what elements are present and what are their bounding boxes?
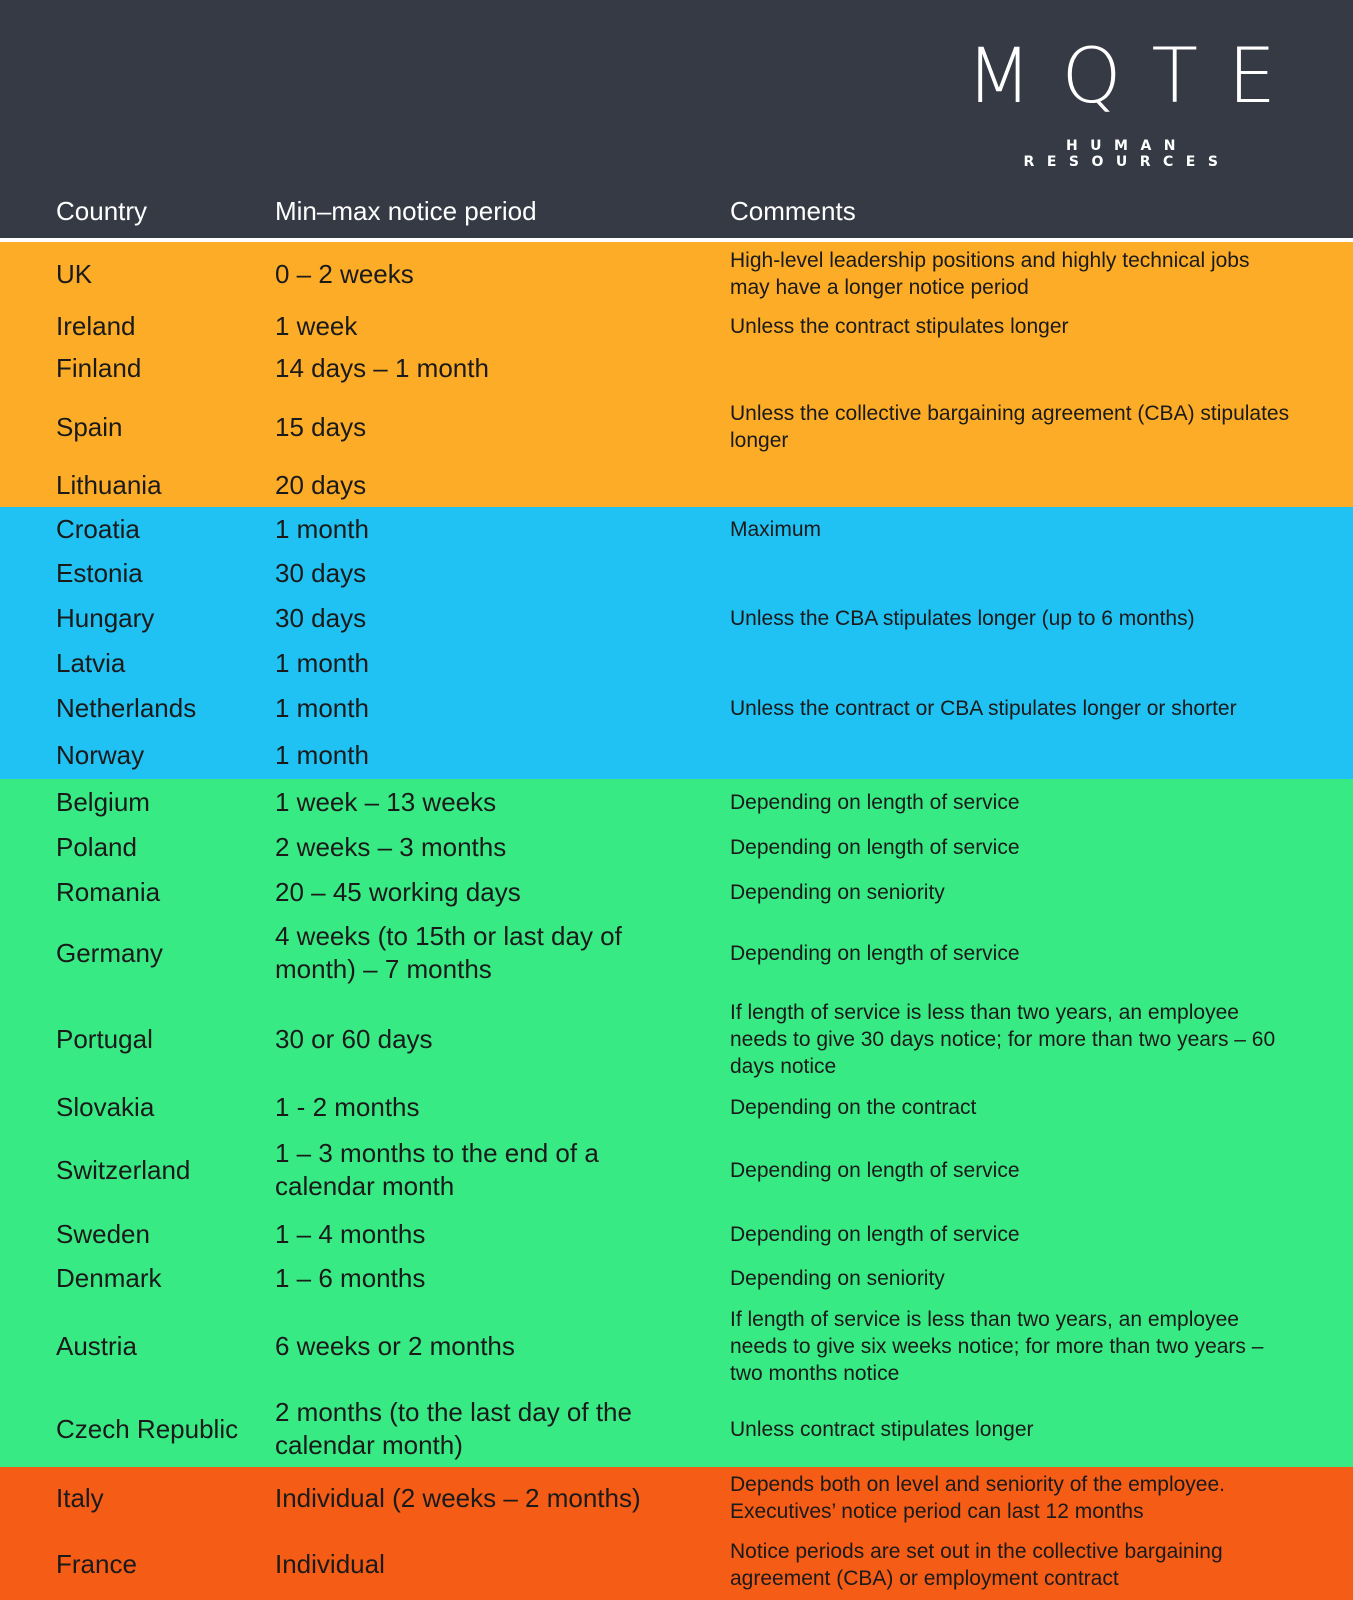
period-cell: 1 week — [275, 310, 358, 341]
country-cell: Sweden — [56, 1219, 150, 1249]
period-cell: 1 month — [275, 647, 369, 678]
country-cell: Portugal — [56, 1023, 153, 1054]
table-row — [0, 306, 1353, 346]
country-cell: Slovakia — [56, 1091, 155, 1122]
period-cell: 30 days — [275, 603, 367, 633]
table-row — [0, 346, 1353, 391]
country-cell: Lithuania — [56, 469, 162, 500]
country-cell: Belgium — [56, 786, 150, 817]
table-row — [0, 685, 1353, 731]
logo-wordmark: MQTE — [966, 31, 1306, 120]
comment-cell: If length of service is less than two years, an employee needs to give six weeks notice; for more than two years – two months notice — [730, 1307, 1264, 1385]
table-row — [0, 507, 1353, 551]
table-row — [0, 596, 1353, 641]
table-row — [0, 1127, 1353, 1213]
table-row — [0, 242, 1353, 306]
table-row — [0, 915, 1353, 991]
comment-cell: Unless the collective bargaining agreement (CBA) stipulates longer — [730, 402, 1290, 452]
country-cell: Germany — [56, 937, 163, 968]
comment-cell — [730, 346, 1290, 391]
country-cell: Croatia — [56, 513, 140, 544]
country-cell: Romania — [56, 877, 161, 907]
country-cell: Finland — [56, 353, 142, 383]
country-cell: France — [56, 1549, 137, 1579]
period-cell: 1 – 3 months to the end of a calendar month — [275, 1138, 599, 1201]
period-cell: 1 – 4 months — [275, 1219, 426, 1249]
country-cell: Czech Republic — [56, 1413, 239, 1444]
period-cell: 20 days — [275, 469, 367, 500]
comment-cell: Unless the contract or CBA stipulates longer or shorter — [730, 696, 1237, 720]
comment-cell: Depending on length of service — [730, 790, 1020, 814]
country-cell: Norway — [56, 739, 145, 770]
table-row — [0, 551, 1353, 596]
comment-cell: Unless the CBA stipulates longer (up to 6 months) — [730, 607, 1195, 630]
table-row — [0, 1529, 1353, 1600]
country-cell: Hungary — [56, 603, 155, 633]
comment-cell: Depending on the contract — [730, 1095, 977, 1119]
country-cell: Spain — [56, 411, 123, 442]
comment-cell: Maximum — [730, 517, 822, 541]
table-row — [0, 825, 1353, 870]
period-cell: 14 days – 1 month — [275, 353, 489, 383]
comment-cell: Depends both on level and seniority of the employee. Executives’ notice period can last 12 months — [730, 1473, 1225, 1523]
comment-cell: Depending on length of service — [730, 1223, 1020, 1246]
period-cell: 1 month — [275, 513, 369, 544]
table-row — [0, 731, 1353, 779]
table-row — [0, 1087, 1353, 1127]
logo-subtitle: HUMAN RESOURCES — [1023, 138, 1231, 170]
comment-cell — [730, 731, 1290, 779]
period-cell: 2 months (to the last day of the calendar month) — [275, 1397, 632, 1460]
comment-cell: Depending on seniority — [730, 881, 945, 904]
country-cell: Estonia — [56, 558, 143, 588]
period-cell: 4 weeks (to 15th or last day of month) – 7 months — [275, 921, 622, 984]
table-row — [0, 991, 1353, 1087]
country-cell: Netherlands — [56, 692, 197, 723]
table-row — [0, 1213, 1353, 1256]
comment-cell: If length of service is less than two years, an employee needs to give 30 days notice; for more than two years – 60 days notice — [730, 1000, 1276, 1078]
period-cell: 15 days — [275, 411, 367, 442]
column-header-comments: Comments — [730, 196, 856, 226]
comment-cell: Depending on seniority — [730, 1267, 945, 1290]
period-cell: 30 days — [275, 558, 367, 588]
period-cell: 0 – 2 weeks — [275, 258, 414, 289]
comment-cell: Depending on length of service — [730, 1158, 1020, 1182]
table-row — [0, 1301, 1353, 1391]
period-cell: 1 week – 13 weeks — [275, 786, 497, 817]
comment-cell: High-level leadership positions and highly technical jobs may have a longer notice period — [730, 249, 1250, 299]
table-row — [0, 1467, 1353, 1529]
period-cell: 30 or 60 days — [275, 1023, 433, 1054]
period-cell: Individual — [275, 1549, 385, 1579]
table-row — [0, 641, 1353, 685]
comment-cell — [730, 551, 1290, 596]
country-cell: Switzerland — [56, 1154, 191, 1185]
column-header-country: Country — [56, 196, 148, 226]
period-cell: 1 – 6 months — [275, 1263, 426, 1293]
row-group — [0, 507, 1353, 779]
column-header-period: Min–max notice period — [275, 196, 537, 226]
comment-cell: Depending on length of service — [730, 836, 1020, 859]
period-cell: 20 – 45 working days — [275, 877, 521, 907]
country-cell: Latvia — [56, 647, 126, 678]
table-row — [0, 870, 1353, 915]
period-cell: 1 - 2 months — [275, 1091, 420, 1122]
country-cell: Denmark — [56, 1263, 162, 1293]
period-cell: Individual (2 weeks – 2 months) — [275, 1482, 641, 1513]
page-header — [0, 0, 1353, 240]
mate-logo — [961, 31, 1306, 170]
row-group — [0, 242, 1353, 507]
comment-cell: Notice periods are set out in the collective bargaining agreement (CBA) or employment contract — [730, 1539, 1223, 1590]
comment-cell — [730, 641, 1290, 685]
country-cell: Poland — [56, 832, 137, 862]
period-cell: 6 weeks or 2 months — [275, 1330, 515, 1361]
comment-cell: Depending on length of service — [730, 941, 1020, 965]
country-cell: Austria — [56, 1330, 137, 1361]
row-group — [0, 779, 1353, 1467]
row-group — [0, 1467, 1353, 1600]
table-row — [0, 463, 1353, 507]
comment-cell: Unless the contract stipulates longer — [730, 314, 1069, 338]
table-row — [0, 1391, 1353, 1467]
period-cell: 1 month — [275, 692, 369, 723]
table-row — [0, 391, 1353, 463]
period-cell: 1 month — [275, 739, 369, 770]
comment-cell: Unless contract stipulates longer — [730, 1417, 1034, 1441]
country-cell: Italy — [56, 1482, 104, 1513]
comment-cell — [730, 463, 1290, 507]
country-cell: Ireland — [56, 310, 136, 341]
country-cell: UK — [56, 258, 93, 289]
table-row — [0, 1256, 1353, 1301]
table-row — [0, 779, 1353, 825]
period-cell: 2 weeks – 3 months — [275, 832, 507, 862]
